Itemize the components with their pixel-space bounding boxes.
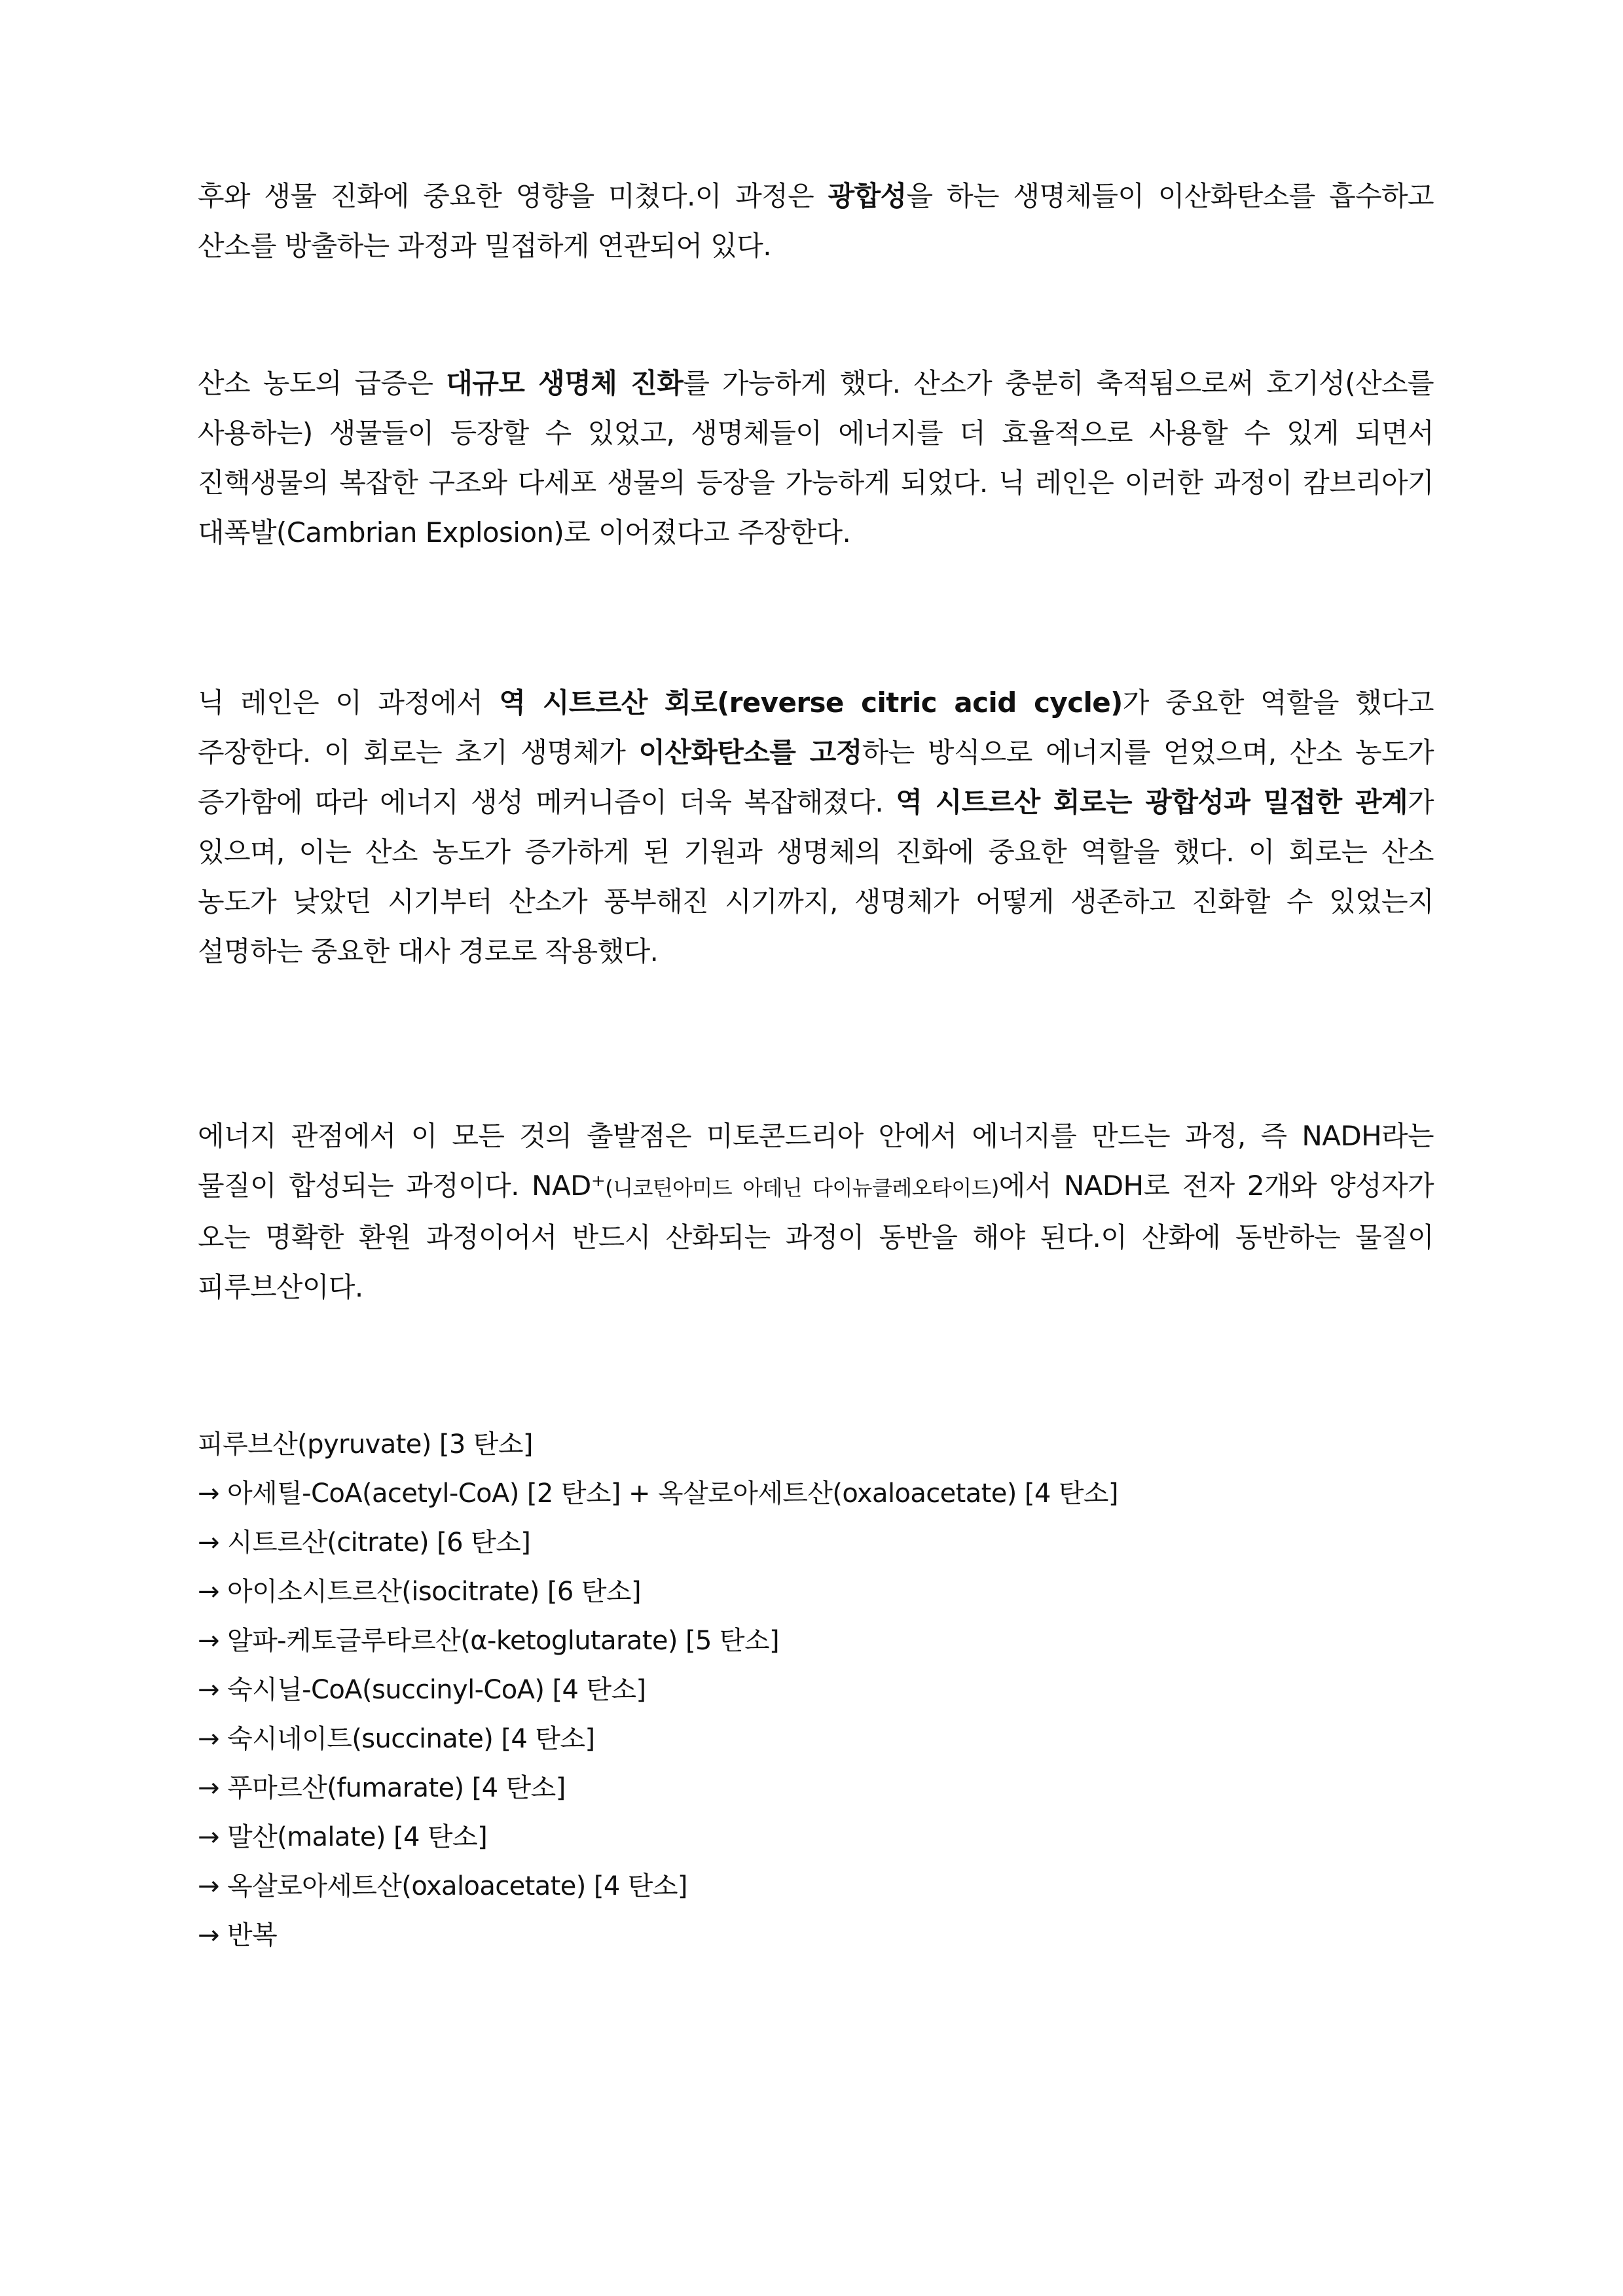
document-page xyxy=(198,0,1434,2296)
cycle-step-alpha-ketoglutarate: → 알파-케토글루타르산(α-ketoglutarate) [5 탄소] xyxy=(198,1626,780,1656)
paragraph-oxygen-evolution: 산소 농도의 급증은 대규모 생명체 진화를 가능하게 했다. 산소가 충분히 축적됨으로써 호기성(산소를 사용하는) 생물들이 등장할 수 있었고, 생명체들이 에너지를 더 효율적으로 사용할 수 있게 되면서 진핵생물의 복잡한 구조와 다세포 생물의 등장을 가능하게 되었다. 닉 레인은 이러한 과정이 캄브리아기 대폭발(Cambrian Explosion)로 이어졌다고 주장한다. xyxy=(198,367,1434,548)
paragraph-reverse-citric-cycle: 닉 레인은 이 과정에서 역 시트르산 회로(reverse citric acid cycle)가 중요한 역할을 했다고 주장한다. 이 회로는 초기 생명체가 이산화탄소를 고정하는 방식으로 에너지를 얻었으며, 산소 농도가 증가함에 따라 에너지 생성 메커니즘이 더욱 복잡해졌다. 역 시트르산 회로는 광합성과 밀접한 관계가 있으며, 이는 산소 농도가 증가하게 된 기원과 생명체의 진화에 중요한 역할을 했다. 이 회로는 산소 농도가 낮았던 시기부터 산소가 풍부해진 시기까지, 생명체가 어떻게 생존하고 진화할 수 있었는지 설명하는 중요한 대사 경로로 작용했다. xyxy=(198,687,1434,967)
cycle-step-acetyl-coa: → 아세틸-CoA(acetyl-CoA) [2 탄소] + 옥살로아세트산(oxaloacetate) [4 탄소] xyxy=(198,1479,1118,1509)
paragraph-photosynthesis: 후와 생물 진화에 중요한 영향을 미쳤다.이 과정은 광합성을 하는 생명체들이 이산화탄소를 흡수하고 산소를 방출하는 과정과 밀접하게 연관되어 있다. xyxy=(198,180,1434,262)
cycle-step-succinate: → 숙시네이트(succinate) [4 탄소] xyxy=(198,1724,595,1754)
cycle-step-fumarate: → 푸마르산(fumarate) [4 탄소] xyxy=(198,1773,566,1803)
cycle-step-oxaloacetate: → 옥살로아세트산(oxaloacetate) [4 탄소] xyxy=(198,1871,687,1901)
cycle-step-citrate: → 시트르산(citrate) [6 탄소] xyxy=(198,1528,531,1558)
citric-cycle-list xyxy=(198,1420,1434,1960)
cycle-step-malate: → 말산(malate) [4 탄소] xyxy=(198,1822,488,1852)
paragraph-nadh-energy: 에너지 관점에서 이 모든 것의 출발점은 미토콘드리아 안에서 에너지를 만드는 과정, 즉 NADH라는 물질이 합성되는 과정이다. NAD⁺(니코틴아미드 아데닌 다이뉴클레오타이드)에서 NADH로 전자 2개와 양성자가 오는 명확한 환원 과정이어서 반드시 산화되는 과정이 동반을 해야 된다.이 산화에 동반하는 물질이 피루브산이다. xyxy=(198,1120,1434,1303)
cycle-step-isocitrate: → 아이소시트르산(isocitrate) [6 탄소] xyxy=(198,1577,641,1607)
cycle-step-pyruvate: 피루브산(pyruvate) [3 탄소] xyxy=(198,1429,533,1460)
cycle-step-repeat: → 반복 xyxy=(198,1920,278,1950)
cycle-step-succinyl-coa: → 숙시닐-CoA(succinyl-CoA) [4 탄소] xyxy=(198,1675,646,1705)
